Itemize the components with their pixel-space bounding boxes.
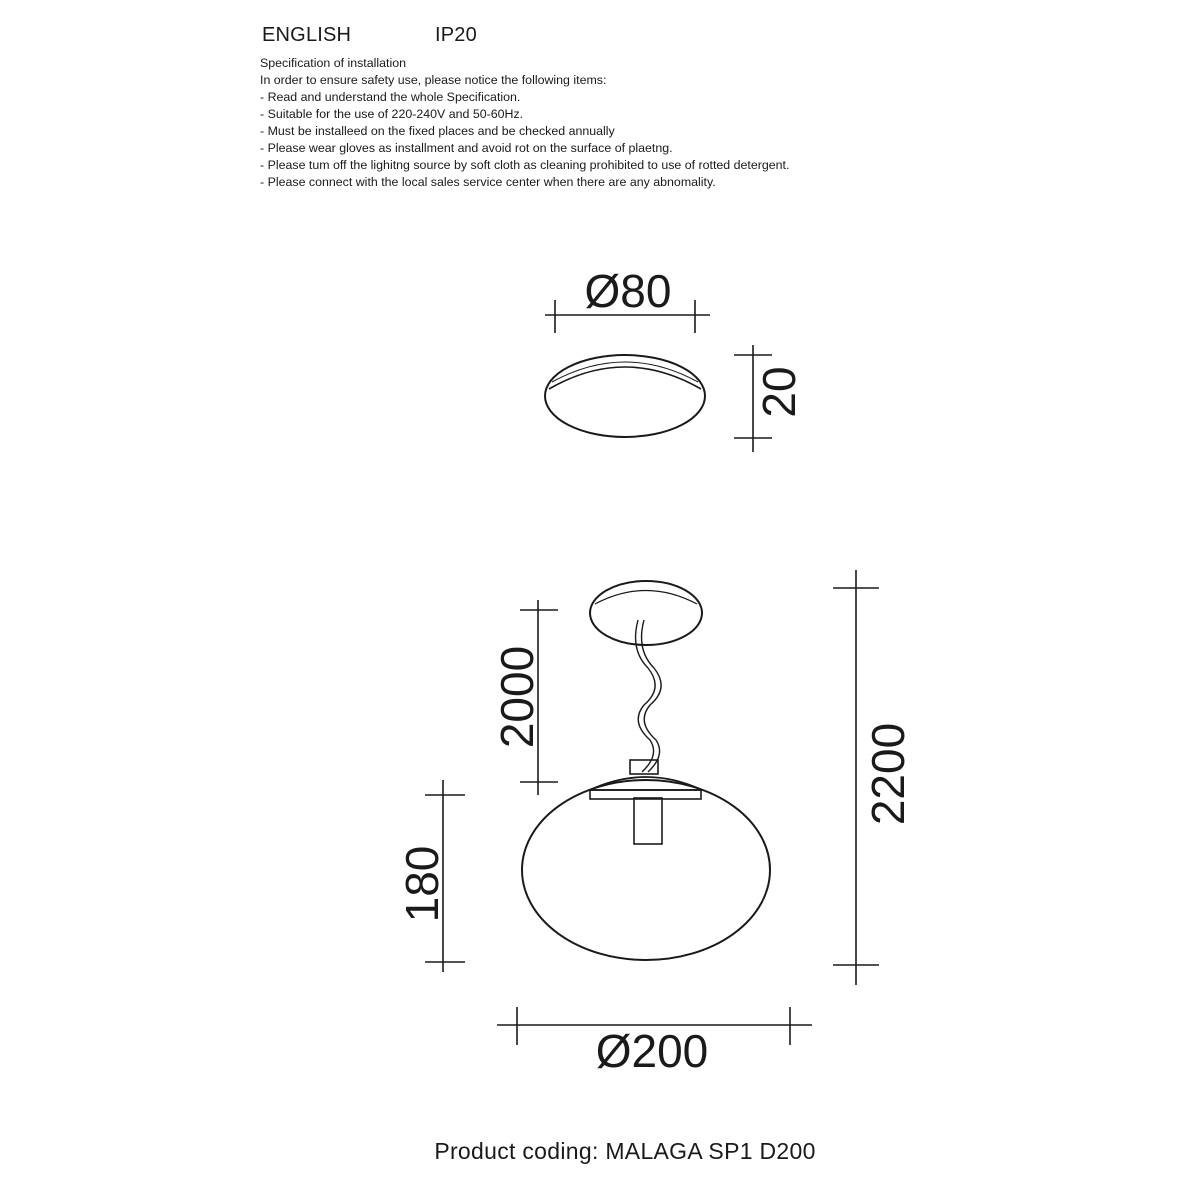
- suspension-cable: [636, 620, 656, 772]
- spec-item: - Must be installeed on the fixed places and be checked annually: [260, 124, 615, 138]
- spec-item: - Please tum off the lighitng source by soft cloth as cleaning prohibited to use of rotted detergent.: [260, 158, 790, 172]
- pendant-lamp-drawing: [522, 581, 770, 960]
- canopy-height-dimension: [734, 345, 805, 452]
- cable-length-label: 2000: [491, 645, 543, 749]
- shade-diameter-label: Ø200: [595, 1025, 709, 1077]
- spec-item: - Suitable for the use of 220-240V and 50-60Hz.: [260, 107, 524, 121]
- total-height-label: 2200: [862, 722, 914, 826]
- footer: [0, 1138, 1200, 1165]
- canopy-drawing: [545, 355, 705, 437]
- spec-item: - Please wear gloves as installment and avoid rot on the surface of plaetng.: [260, 141, 673, 155]
- spec-item: - Please connect with the local sales service center when there are any abnomality.: [260, 175, 716, 189]
- cable-length-dimension: [491, 600, 558, 795]
- canopy-diameter-label: Ø80: [584, 265, 672, 317]
- total-height-dimension: [833, 570, 914, 985]
- canopy-diameter-dimension: [545, 265, 710, 333]
- language-label: ENGLISH: [262, 24, 352, 46]
- product-coding: Product coding: MALAGA SP1 D200: [434, 1138, 816, 1164]
- glass-shade: [522, 780, 770, 960]
- shade-height-label: 180: [396, 845, 448, 923]
- spec-intro: In order to ensure safety use, please notice the following items:: [260, 73, 607, 87]
- canopy-height-label: 20: [753, 366, 805, 418]
- shade-diameter-dimension: [497, 1007, 812, 1077]
- shade-height-dimension: [396, 780, 465, 972]
- spec-title: Specification of installation: [260, 56, 407, 70]
- spec-item: - Read and understand the whole Specification.: [260, 90, 521, 104]
- ip-rating: IP20: [435, 24, 477, 46]
- shade-cap: [590, 777, 702, 790]
- lamp-holder: [634, 798, 662, 844]
